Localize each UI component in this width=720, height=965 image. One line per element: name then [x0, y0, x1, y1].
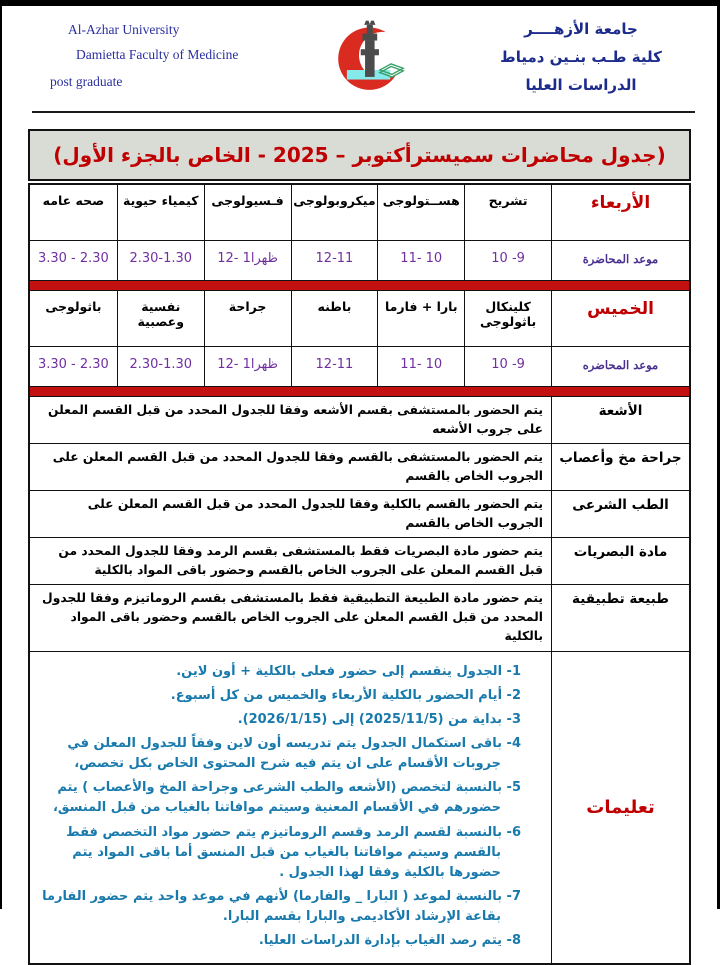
instruction-item: 8- يتم رصد الغياب بإدارة الدراسات العليا.	[258, 933, 521, 949]
department-note: يتم الحضور بالمستشفى بالقسم وفقا للجدول المحدد من قبل القسم المعلن على الجروب الخاص بالقسم	[30, 444, 551, 491]
time-cell: 10 -9	[464, 347, 551, 387]
department-name: جراحة مخ وأعصاب	[551, 444, 689, 491]
subject-cell: ميكروبولوجى	[291, 185, 378, 241]
subject-cell: فـسيولوجى	[204, 185, 291, 241]
time-cell: 3.30 - 2.30	[30, 241, 117, 281]
instructions-list	[30, 652, 551, 964]
instructions-row	[30, 652, 689, 964]
page-header	[2, 6, 717, 104]
instruction-item: 4- باقى استكمال الجدول يتم تدريسه أون لاين وفقاً للجدول المعلن في جروبات الأقسام على ان يتم فيه شرح المحتوى الخاص بكل تخصص،	[67, 735, 521, 772]
subject-cell: باطنه	[291, 291, 378, 347]
subject-cell: كيمياء حيوية	[117, 185, 204, 241]
time-cell: 12- 1ظهرا	[204, 241, 291, 281]
department-name: طبيعة تطبيقية	[551, 585, 689, 651]
subject-cell: جراحة	[204, 291, 291, 347]
instruction-item: 1- الجدول ينقسم إلى حضور فعلى بالكلية + أون لاين.	[176, 663, 521, 679]
postgraduate-label-ar: الدراسات العليا	[525, 76, 637, 94]
time-cell: 11- 10	[377, 347, 464, 387]
department-note: يتم حضور مادة البصريات فقط بالمستشفى بقسم الرمد وفقا للجدول المحدد من قبل القسم المعلن على الجروب الخاص بالقسم وحضور باقى المواد بالكلية	[30, 538, 551, 585]
department-row-applied-physics	[30, 585, 689, 651]
time-cell: 11- 10	[377, 241, 464, 281]
university-name-ar: جامعة الأزهــــر	[524, 20, 638, 38]
department-name: مادة البصريات	[551, 538, 689, 585]
department-row-radiology	[30, 397, 689, 444]
time-cell: 12-11	[291, 347, 378, 387]
header-english-block	[32, 16, 272, 90]
department-row-forensic-medicine	[30, 491, 689, 538]
schedule-table	[28, 183, 691, 965]
instruction-item: 2- أيام الحضور بالكلية الأربعاء والخميس من كل أسبوع.	[170, 687, 521, 703]
department-note: يتم حضور مادة الطبيعة التطبيقية فقط بالمستشفى بقسم الروماتيزم وفقا للجدول المحدد من قبل القسم المعلن على الجروب الخاص بالقسم وحضور باقى المواد بالكلية	[30, 585, 551, 651]
header-divider	[32, 110, 695, 113]
schedule-title: (جدول محاضرات سميسترأكتوبر – 2025 - الخاص بالجزء الأول)	[28, 129, 691, 181]
department-row-neurosurgery	[30, 444, 689, 491]
day-name-wednesday: الأربعاء	[551, 185, 689, 241]
subject-cell: صحه عامه	[30, 185, 117, 241]
university-name-en: Al-Azhar University	[68, 22, 180, 37]
subject-cell: بارا + فارما	[377, 291, 464, 347]
instruction-item: 6- بالنسبة لقسم الرمد وقسم الروماتيزم يتم حضور مواد التخصص فقط بالقسم وسيتم موافاتنا بالغياب من قبل المنسق أما باقى المواد يتم حضورها بالكلية وفقا لهذا الجدول .	[66, 824, 521, 880]
postgraduate-label-en: post graduate	[50, 74, 123, 89]
wednesday-times-row	[30, 241, 689, 281]
university-logo	[324, 18, 420, 96]
instruction-item: 5- بالنسبة لتخصص (الأشعه والطب الشرعى وجراحة المخ والأعصاب ) يتم حضورهم في الأقسام المعنية وسيتم موافاتنا بالغياب من قبل المنسق،	[52, 780, 521, 816]
department-row-optics	[30, 538, 689, 585]
instructions-label: تعليمات	[551, 652, 689, 964]
instruction-item: 7- بالنسبة لموعد ( البارا _ والفارما) لأنهم في موعد واحد يتم حضور الفارما بقاعة الإرشاد الأكاديمى والبارا بقسم البارا.	[42, 888, 521, 925]
thursday-times-row	[30, 347, 689, 387]
lecture-time-label: موعد المحاضره	[551, 347, 689, 387]
department-name: الطب الشرعى	[551, 491, 689, 538]
time-cell: 3.30 - 2.30	[30, 347, 117, 387]
faculty-name-en: Damietta Faculty of Medicine	[76, 47, 239, 62]
department-note: يتم الحضور بالمستشفى بقسم الأشعه وفقا للجدول المحدد من قبل القسم المعلن على جروب الأشعه	[30, 397, 551, 444]
department-name: الأشعة	[551, 397, 689, 444]
red-separator-band	[30, 387, 689, 397]
lecture-time-label: موعد المحاضرة	[551, 241, 689, 281]
header-arabic-block	[471, 16, 691, 104]
time-cell: 2.30-1.30	[117, 241, 204, 281]
time-cell: 2.30-1.30	[117, 347, 204, 387]
faculty-name-ar: كلية طـب بنـين دمياط	[500, 48, 662, 66]
instruction-item: 3- بداية من (2025/11/5) إلى (2026/1/15).	[237, 711, 521, 727]
day-name-thursday: الخميس	[551, 291, 689, 347]
subject-cell: كلينكال باثولوجى	[464, 291, 551, 347]
department-note: يتم الحضور بالقسم بالكلية وفقا للجدول المحدد من قبل القسم المعلن على الجروب الخاص بالقسم	[30, 491, 551, 538]
time-cell: 12-11	[291, 241, 378, 281]
subject-cell: تشريح	[464, 185, 551, 241]
time-cell: 10 -9	[464, 241, 551, 281]
subject-cell: باثولوجى	[30, 291, 117, 347]
subject-cell: نفسية وعصبية	[117, 291, 204, 347]
red-separator-band	[30, 281, 689, 291]
wednesday-subjects-row	[30, 185, 689, 241]
thursday-subjects-row	[30, 291, 689, 347]
subject-cell: هســتولوجى	[377, 185, 464, 241]
time-cell: 12- 1ظهرا	[204, 347, 291, 387]
